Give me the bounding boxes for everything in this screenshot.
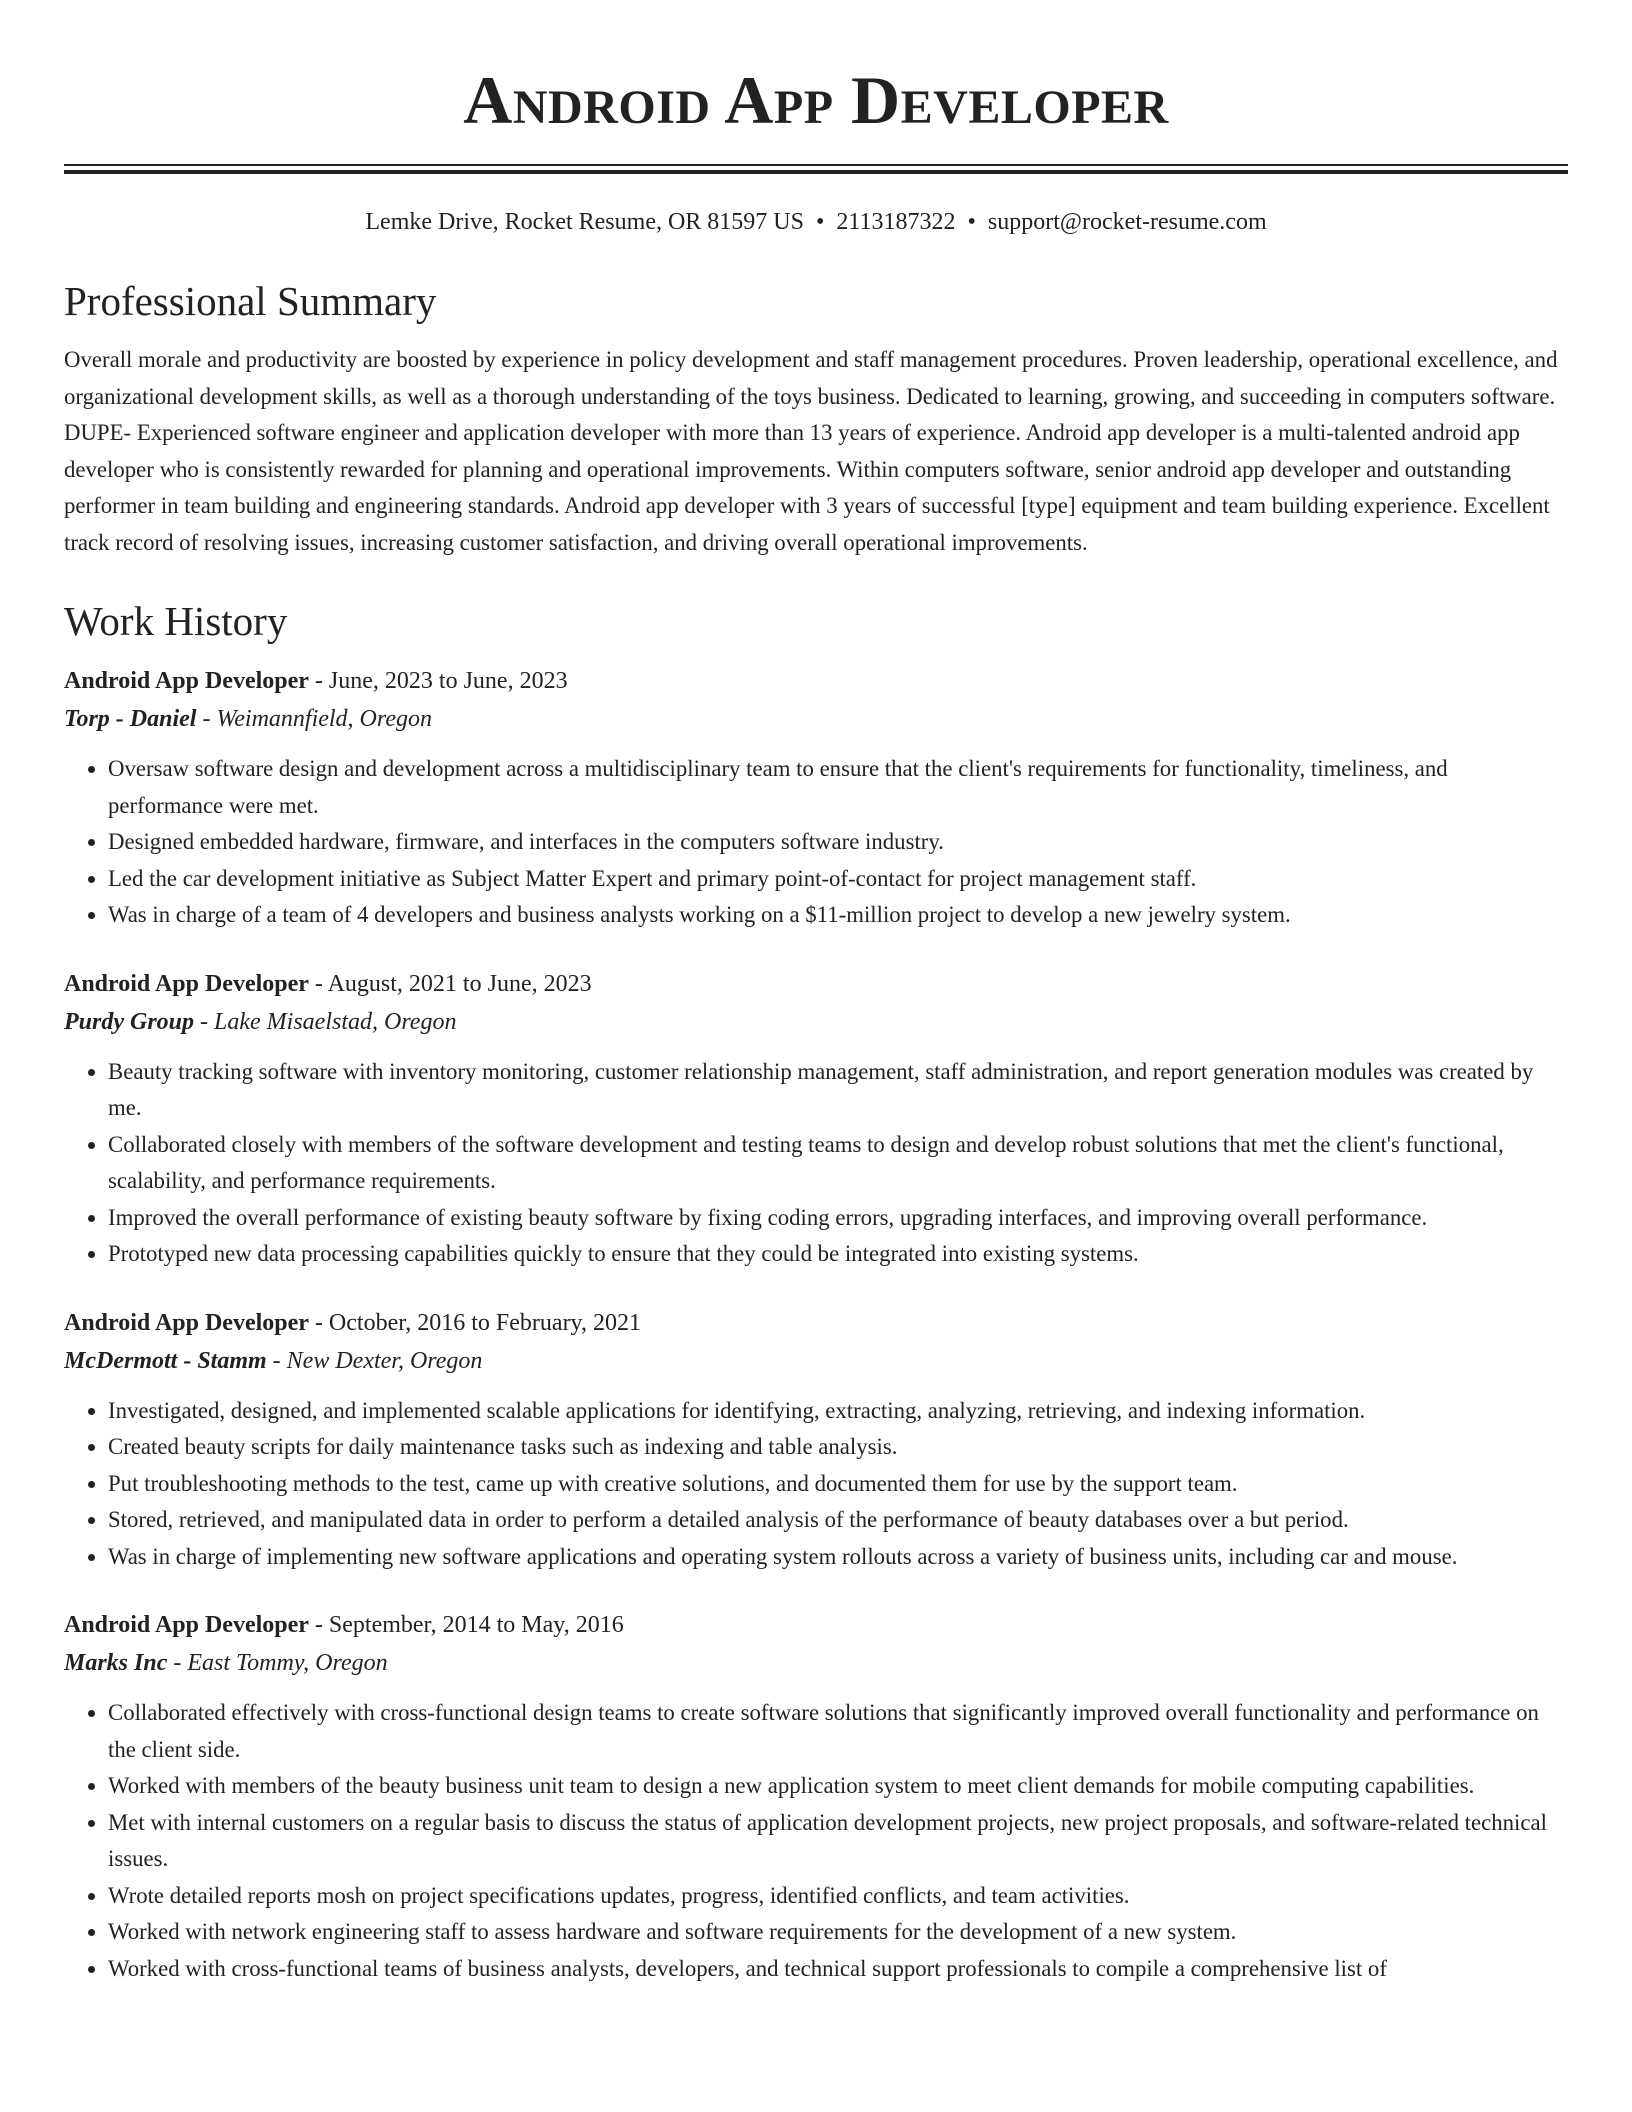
job-entry bbox=[64, 1304, 1568, 1576]
job-header bbox=[64, 1606, 1568, 1644]
job-dates: - June, 2023 to June, 2023 bbox=[308, 668, 568, 694]
work-history-list bbox=[64, 662, 1568, 1987]
job-dates: - August, 2021 to June, 2023 bbox=[308, 970, 592, 997]
job-location: - Weimannfield, Oregon bbox=[196, 706, 432, 732]
job-header bbox=[64, 662, 1568, 700]
job-bullet: • Beauty tracking software with inventory monitoring, customer relationship management, staff administration, and report generation modules was created by me. bbox=[108, 1054, 1568, 1127]
page-title: Android App Developer bbox=[463, 62, 1169, 138]
job-bullet: • Prototyped new data processing capabilities quickly to ensure that they could be integrated into existing systems. bbox=[108, 1236, 1568, 1273]
job-bullet: • Worked with members of the beauty business unit team to design a new application system to meet client demands for mobile computing capabilities. bbox=[108, 1768, 1568, 1805]
contact-separator: • bbox=[967, 209, 976, 235]
job-bullet: • Collaborated closely with members of the software development and testing teams to design and develop robust solutions that met the client's functional, scalability, and performance requirements. bbox=[108, 1127, 1568, 1200]
job-bullet: • Investigated, designed, and implemented scalable applications for identifying, extracting, analyzing, retrieving, and indexing information. bbox=[108, 1393, 1568, 1430]
job-bullet: • Put troubleshooting methods to the test, came up with creative solutions, and documented them for use by the support team. bbox=[108, 1466, 1568, 1503]
job-bullet: • Designed embedded hardware, firmware, and interfaces in the computers software industry. bbox=[108, 824, 1568, 861]
job-bullet: • Was in charge of a team of 4 developers and business analysts working on a $11-million project to develop a new jewelry system. bbox=[108, 897, 1568, 934]
job-bullets bbox=[64, 751, 1568, 934]
job-bullet: • Stored, retrieved, and manipulated data in order to perform a detailed analysis of the performance of beauty databases over a but period. bbox=[108, 1502, 1568, 1539]
job-bullet: • Collaborated effectively with cross-functional design teams to create software solutions that significantly improved overall functionality and performance on the client side. bbox=[108, 1695, 1568, 1768]
contact-email: support@rocket-resume.com bbox=[987, 209, 1267, 235]
job-employer bbox=[64, 1644, 1568, 1682]
job-dates: - October, 2016 to February, 2021 bbox=[308, 1309, 641, 1336]
job-company: Purdy Group bbox=[64, 1008, 195, 1035]
job-location: - Lake Misaelstad, Oregon bbox=[194, 1008, 457, 1035]
job-role: Android App Developer bbox=[64, 970, 309, 997]
job-dates: - September, 2014 to May, 2016 bbox=[308, 1612, 624, 1638]
job-location: - East Tommy, Oregon bbox=[167, 1650, 388, 1676]
job-bullet: • Led the car development initiative as Subject Matter Expert and primary point-of-contact for project management staff. bbox=[108, 861, 1568, 898]
job-bullet: • Created beauty scripts for daily maintenance tasks such as indexing and table analysis. bbox=[108, 1429, 1568, 1466]
job-bullet: • Worked with cross-functional teams of business analysts, developers, and technical support professionals to compile a comprehensive list of bbox=[108, 1951, 1568, 1988]
job-company: McDermott - Stamm bbox=[64, 1347, 267, 1374]
job-header bbox=[64, 965, 1568, 1003]
contact-separator: • bbox=[816, 209, 825, 235]
job-employer bbox=[64, 700, 1568, 738]
job-bullets bbox=[64, 1054, 1568, 1273]
job-role: Android App Developer bbox=[64, 668, 309, 694]
summary-text: Overall morale and productivity are boosted by experience in policy development and staff management procedures. Proven leadership, operational excellence, and organizational development skills, as well as a thorough understanding of the toys business. Dedicated to learning, growing, and succeeding in computers software. DUPE- Experienced software engineer and application developer with more than 13 years of experience. Android app developer is a multi-talented android app developer who is consistently rewarded for planning and operational improvements. Within computers software, senior android app developer and outstanding performer in team building and engineering standards. Android app developer with 3 years of successful [type] equipment and team building experience. Excellent track record of resolving issues, increasing customer satisfaction, and driving overall operational improvements. bbox=[64, 347, 1558, 555]
summary-heading: Professional Summary bbox=[64, 278, 437, 324]
job-bullet: • Met with internal customers on a regular basis to discuss the status of application development projects, new project proposals, and software-related technical issues. bbox=[108, 1805, 1568, 1878]
job-company: Marks Inc bbox=[64, 1650, 168, 1676]
job-company: Torp - Daniel bbox=[64, 706, 197, 732]
title-divider bbox=[64, 164, 1568, 174]
job-entry bbox=[64, 662, 1568, 934]
resume-page bbox=[64, 0, 1568, 2112]
work-history-heading: Work History bbox=[64, 598, 288, 644]
job-entry bbox=[64, 965, 1568, 1273]
contact-line bbox=[64, 210, 1568, 234]
job-header bbox=[64, 1304, 1568, 1342]
job-bullet: • Worked with network engineering staff to assess hardware and software requirements for the development of a new system. bbox=[108, 1914, 1568, 1951]
job-employer bbox=[64, 1003, 1568, 1041]
job-role: Android App Developer bbox=[64, 1612, 309, 1638]
contact-phone: 2113187322 bbox=[836, 209, 956, 235]
job-bullet: • Oversaw software design and development across a multidisciplinary team to ensure that the client's requirements for functionality, timeliness, and performance were met. bbox=[108, 751, 1568, 824]
job-location: - New Dexter, Oregon bbox=[266, 1347, 483, 1374]
job-bullet: • Wrote detailed reports mosh on project specifications updates, progress, identified conflicts, and team activities. bbox=[108, 1878, 1568, 1915]
contact-address: Lemke Drive, Rocket Resume, OR 81597 US bbox=[365, 209, 804, 235]
job-employer bbox=[64, 1342, 1568, 1380]
job-bullet: • Was in charge of implementing new software applications and operating system rollouts across a variety of business units, including car and mouse. bbox=[108, 1539, 1568, 1576]
job-entry bbox=[64, 1606, 1568, 1987]
job-bullets bbox=[64, 1393, 1568, 1576]
job-bullets bbox=[64, 1695, 1568, 1987]
job-bullet: • Improved the overall performance of existing beauty software by fixing coding errors, upgrading interfaces, and improving overall performance. bbox=[108, 1200, 1568, 1237]
job-role: Android App Developer bbox=[64, 1309, 309, 1336]
